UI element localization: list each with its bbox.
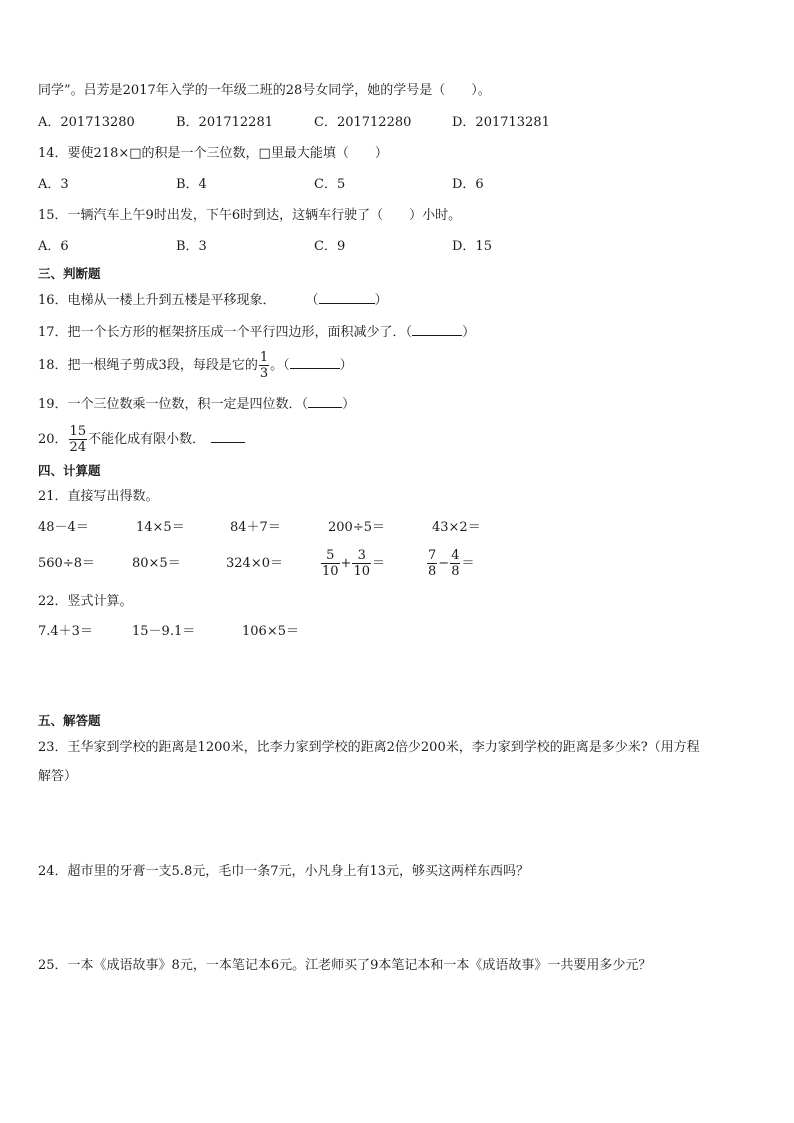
question-19-text: 19．一个三位数乘一位数，积一定是四位数．	[38, 397, 302, 412]
q14-option-d: D．6	[452, 177, 484, 192]
section-heading-calculation: 四、计算题	[38, 463, 101, 478]
paren-close: ）	[462, 325, 476, 340]
question-22-text: 22．竖式计算。	[38, 594, 133, 609]
calc-item: 15－9.1＝	[132, 624, 196, 639]
fraction-15-24: $\frac{15}{24}$	[69, 424, 87, 455]
calc-item: 324×0＝	[226, 556, 283, 571]
calc-item: 43×2＝	[432, 520, 481, 535]
question-25-text: 25．一本《成语故事》8元，一本笔记本6元。江老师买了9本笔记本和一本《成语故事》一共要用多少元？	[38, 958, 652, 973]
calc-item: 7.4＋3＝	[38, 624, 93, 639]
q13-option-d: D．201713281	[452, 115, 550, 130]
paren-open: （	[301, 397, 309, 412]
q15-option-c: C．9	[314, 239, 346, 254]
q13-option-a: A．201713280	[38, 115, 135, 130]
q14-option-c: C．5	[314, 177, 346, 192]
q14-option-b: B．4	[176, 177, 207, 192]
answer-blank-19[interactable]	[308, 394, 342, 408]
question-17	[38, 322, 475, 342]
question-13-text: 同学”。吕芳是2017年入学的一年级二班的28号女同学，她的学号是（ ）。	[38, 83, 491, 98]
calc-item: 106×5＝	[242, 624, 299, 639]
q13-option-b: B．201712281	[176, 115, 273, 130]
paren-open: （	[405, 325, 413, 340]
question-15-text: 15．一辆汽车上午9时出发，下午6时到达，这辆车行驶了（ ）小时。	[38, 208, 462, 223]
section-heading-judgement: 三、判断题	[38, 266, 101, 281]
paren-open: （	[283, 358, 290, 373]
question-19	[38, 394, 355, 414]
q15-option-a: A．6	[38, 239, 69, 254]
question-24-text: 24．超市里的牙膏一支5.8元，毛巾一条7元，小凡身上有13元，够买这两样东西吗？	[38, 864, 530, 879]
paren-close: ）	[339, 358, 353, 373]
q15-option-d: D．15	[452, 239, 492, 254]
question-18-text: 18．把一根绳子剪成3段，每段是它的	[38, 358, 258, 373]
answer-blank-20[interactable]	[211, 429, 245, 443]
fraction-calc-add: $\frac{5}{10}$ + $\frac{3}{10}$ ＝	[322, 548, 386, 579]
fraction-calc-subtract: $\frac{7}{8}$ − $\frac{4}{8}$ ＝	[428, 548, 475, 579]
question-14-text: 14．要使218×□的积是一个三位数，□里最大能填（ ）	[38, 146, 388, 161]
question-23-line-2: 解答）	[38, 769, 78, 784]
answer-blank-16[interactable]	[319, 290, 375, 304]
question-20-text: 不能化成有限小数．	[88, 432, 206, 447]
calc-item: 48－4＝	[38, 520, 89, 535]
question-23-line-1: 23．王华家到学校的距离是1200米，比李力家到学校的距离2倍少200米，李力家到学校的距离是多少米?（用方程	[38, 740, 700, 755]
question-20	[38, 422, 245, 458]
fraction-one-third: $\frac{1}{3}$	[259, 350, 269, 381]
question-20-number: 20．	[38, 432, 68, 447]
calc-item: 84＋7＝	[230, 520, 281, 535]
q15-option-b: B．3	[176, 239, 207, 254]
answer-blank-17[interactable]	[412, 322, 462, 336]
calc-item: 80×5＝	[132, 556, 181, 571]
answer-blank-18[interactable]	[290, 355, 340, 369]
calc-item: 14×5＝	[136, 520, 185, 535]
calc-item: 560÷8＝	[38, 556, 95, 571]
question-21-text: 21．直接写出得数。	[38, 489, 159, 504]
question-16-text: 16．电梯从一楼上升到五楼是平移现象．	[38, 293, 276, 308]
paren-open: （	[305, 293, 319, 308]
question-17-text: 17．把一个长方形的框架挤压成一个平行四边形，面积减少了．	[38, 325, 406, 340]
section-heading-word-problems: 五、解答题	[38, 713, 101, 728]
question-16	[38, 290, 388, 310]
q14-option-a: A．3	[38, 177, 69, 192]
calc-item: 200÷5＝	[328, 520, 385, 535]
paren-close: ）	[374, 293, 388, 308]
q13-option-c: C．201712280	[314, 115, 412, 130]
paren-close: ）	[342, 397, 356, 412]
question-18: 18．把一根绳子剪成3段，每段是它的 $\frac{1}{3}$ 。（ ）	[38, 350, 353, 381]
